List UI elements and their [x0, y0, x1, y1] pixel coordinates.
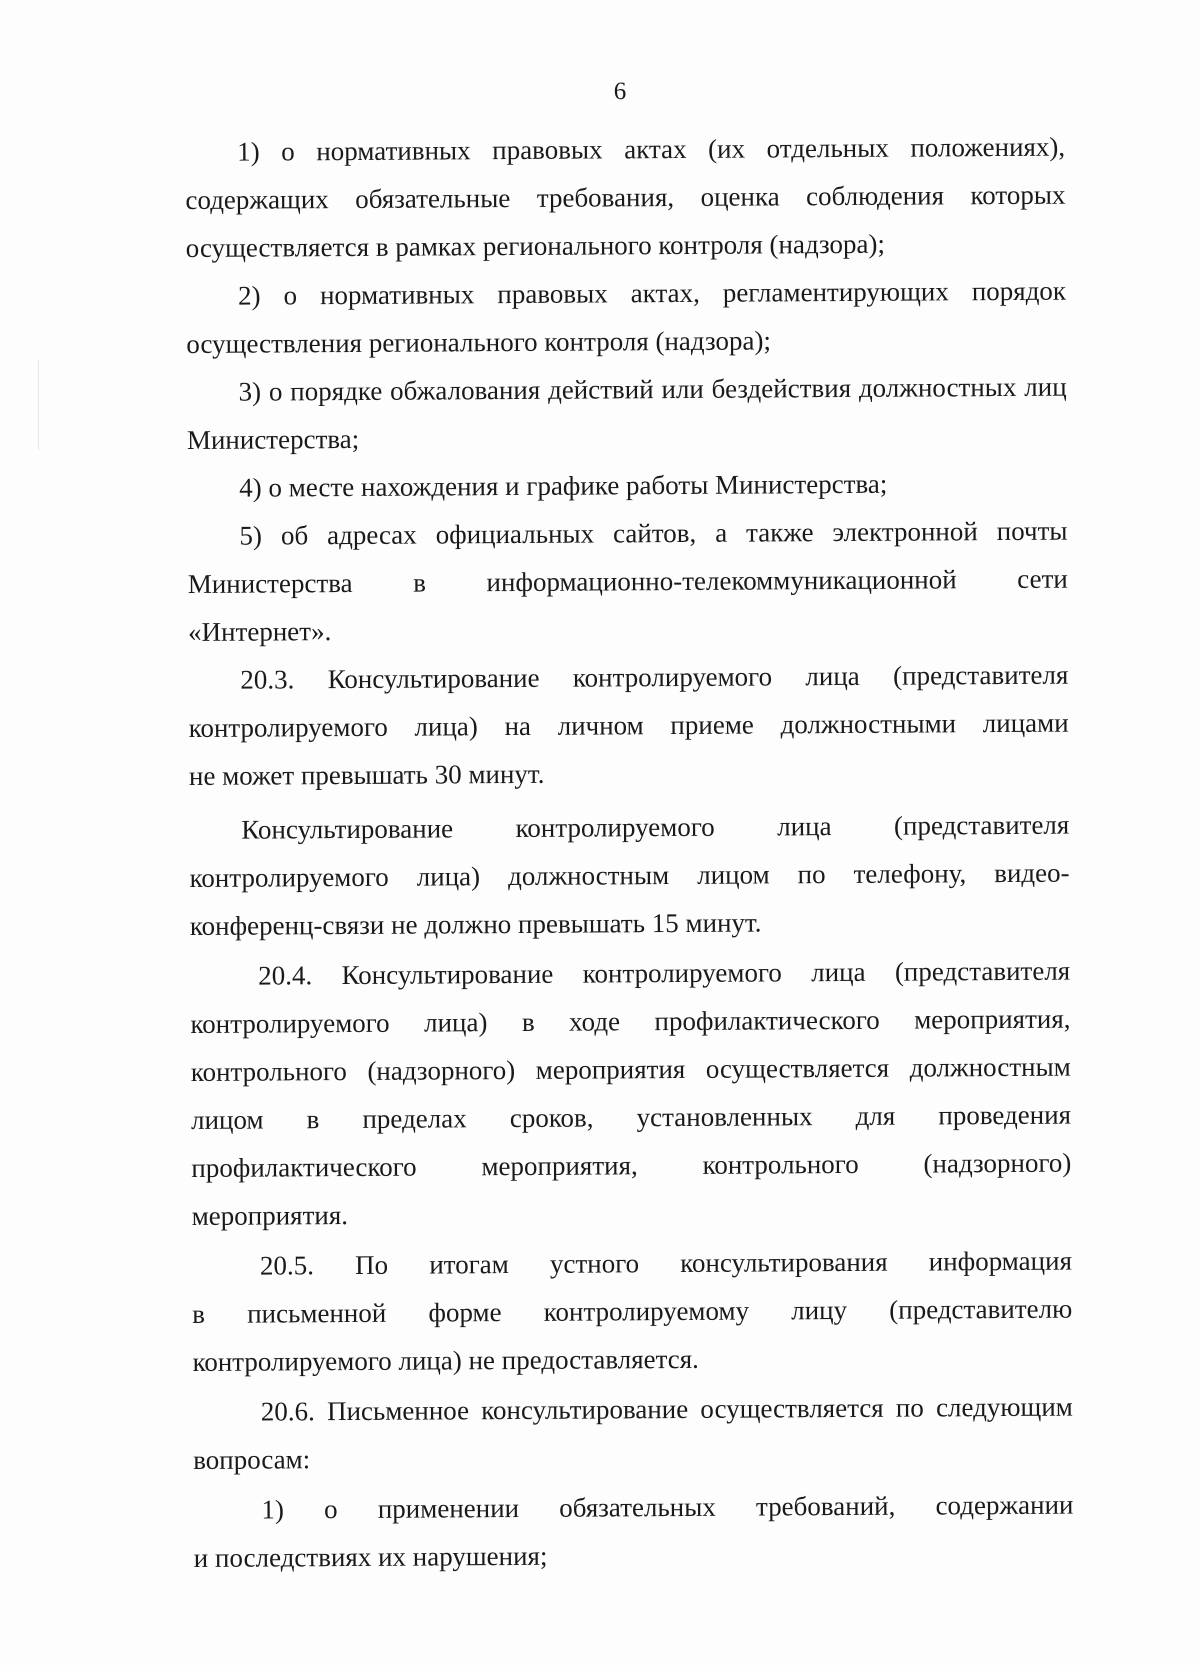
text-line: 3) о порядке обжалования действий или бездействия должностных лиц — [238, 371, 1067, 407]
paragraph-20-3-b — [189, 801, 1070, 950]
text-line: Министерства в информационно-телекоммуникационной сети — [187, 563, 1068, 599]
text-line: контролируемого лица) не предоставляется. — [192, 1343, 699, 1377]
scan-artifact — [38, 360, 39, 450]
paragraph-1 — [185, 123, 1066, 272]
text-line: вопросам: — [193, 1444, 311, 1475]
text-line: контролируемого лица) должностным лицом по телефону, видео- — [189, 857, 1070, 893]
paragraph-20-6 — [193, 1383, 1074, 1484]
text-line: контролируемого лица) на личном приеме должностными лицами — [188, 707, 1069, 743]
text-line: профилактического мероприятия, контрольного (надзорного) — [191, 1147, 1072, 1183]
page-number: 6 — [613, 78, 627, 105]
text-line: «Интернет». — [187, 616, 332, 647]
text-line: Министерства; — [186, 423, 360, 455]
text-line: в письменной форме контролируемому лицу (представителю — [192, 1293, 1073, 1329]
text-line: конференц-связи не должно превышать 15 минут. — [189, 907, 762, 941]
paragraph-5 — [187, 507, 1068, 656]
text-line: контрольного (надзорного) мероприятия осуществляется должностным — [190, 1051, 1071, 1087]
text-line: не может превышать 30 минут. — [188, 758, 545, 791]
text-line: 1) о нормативных правовых актах (их отдельных положениях), — [237, 131, 1066, 167]
paragraph-20-3 — [188, 651, 1069, 800]
paragraph-2 — [186, 267, 1067, 368]
text-line: 20.5. По итогам устного консультирования информация — [259, 1245, 1073, 1281]
text-line: 20.4. Консультирование контролируемого лица (представителя — [258, 955, 1071, 991]
paragraph-20-6-item-1 — [193, 1481, 1074, 1582]
paragraph-20-5 — [192, 1237, 1073, 1386]
text-line: и последствиях их нарушения; — [193, 1540, 548, 1573]
text-line: 5) об адресах официальных сайтов, а также электронной почты — [239, 515, 1068, 551]
text-line: 2) о нормативных правовых актах, регламентирующих порядок — [237, 275, 1067, 311]
paragraph-20-4 — [190, 947, 1072, 1240]
text-line: 20.3. Консультирование контролируемого лица (представителя — [240, 659, 1069, 695]
text-line: мероприятия. — [191, 1200, 349, 1231]
document-body — [185, 123, 1074, 1582]
paragraph-3 — [186, 363, 1067, 464]
text-line: осуществляется в рамках регионального контроля (надзора); — [185, 228, 886, 263]
text-line: лицом в пределах сроков, установленных для проведения — [190, 1099, 1072, 1135]
text-line: осуществления регионального контроля (надзора); — [186, 325, 772, 359]
text-line: Консультирование контролируемого лица (представителя — [241, 809, 1070, 845]
text-line: содержащих обязательные требования, оценка соблюдения которых — [185, 179, 1066, 215]
text-line: контролируемого лица) в ходе профилактического мероприятия, — [190, 1003, 1071, 1039]
text-line: 4) о месте нахождения и графике работы Министерства; — [239, 468, 888, 503]
text-line: 20.6. Письменное консультирование осуществляется по следующим — [260, 1391, 1073, 1427]
paragraph-4 — [187, 459, 1067, 512]
text-line: 1) о применении обязательных требований, содержании — [261, 1489, 1074, 1525]
